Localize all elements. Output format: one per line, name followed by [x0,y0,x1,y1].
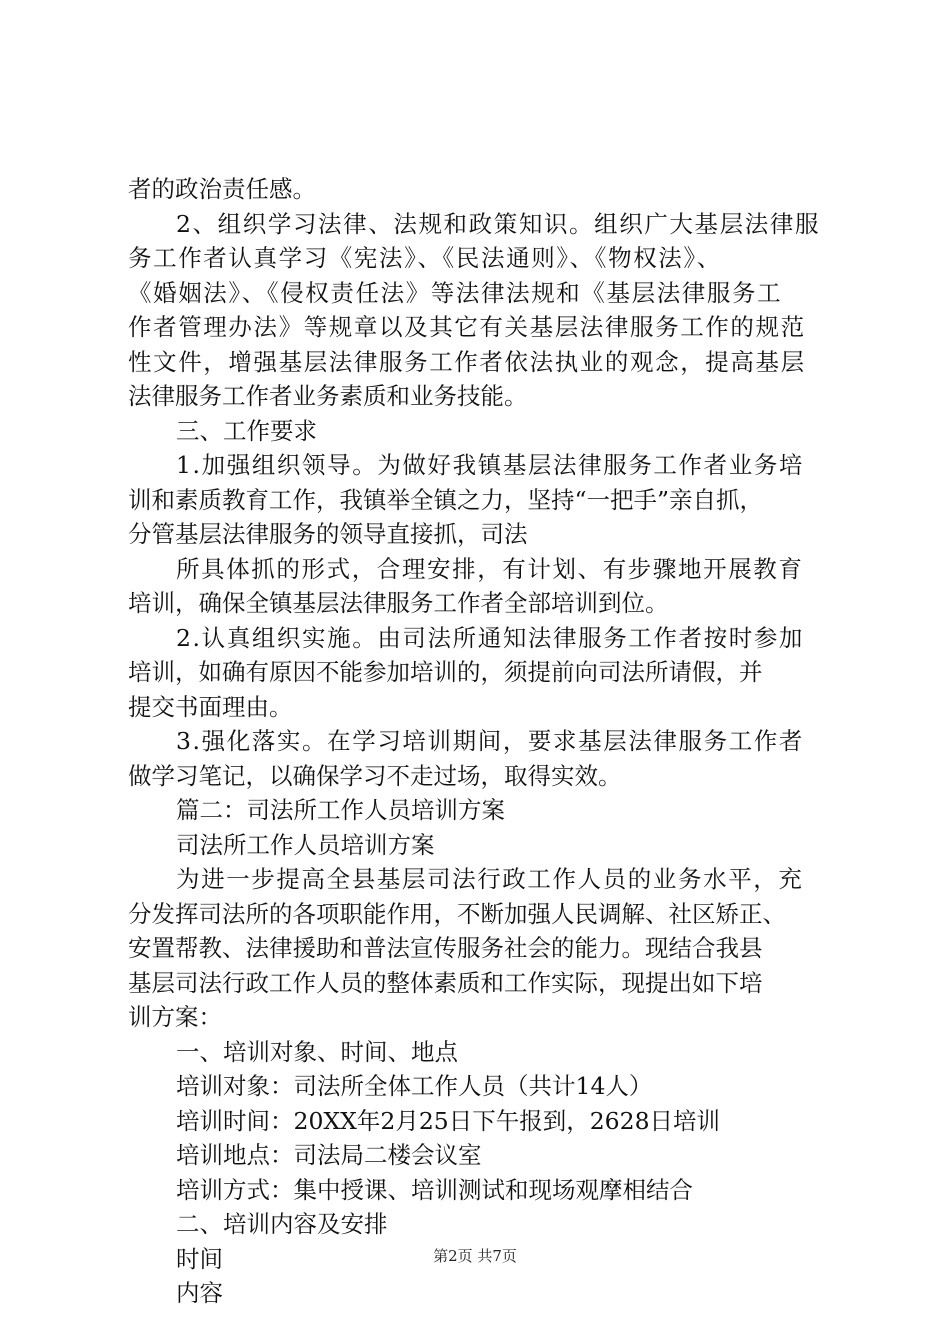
text-line: 基层司法行政工作人员的整体素质和工作实际，现提出如下培 [128,968,763,997]
text-line: 提交书面理由。 [128,692,293,721]
text-line: 为进一步提高全县基层司法行政工作人员的业务水平，充 [176,865,804,893]
text-line: 《婚姻法》、《侵权责任法》等法律法规和《基层法律服务工 [128,278,783,307]
text-line: 训方案： [128,1003,222,1031]
text-line: 者的政治责任感。 [128,175,316,203]
document-body [128,172,828,1311]
text-line: 3.强化落实。在学习培训期间，要求基层法律服务工作者 [176,727,805,755]
table-header-content: 内容 [176,1279,223,1307]
page-number: 第2页 共7页 [433,1247,517,1265]
text-line: 培训，如确有原因不能参加培训的，须提前向司法所请假，并 [128,658,763,686]
page-footer [0,1246,950,1266]
text-line: 分发挥司法所的各项职能作用，不断加强人民调解、社区矫正、 [128,899,786,928]
section-heading: 三、工作要求 [176,416,317,445]
text-line: 作者管理办法》等规章以及其它有关基层法律服务工作的规范 [128,313,806,341]
text-line: 法律服务工作者业务素质和业务技能。 [128,382,528,410]
text-line: 训和素质教育工作，我镇举全镇之力，坚持“一把手”亲自抓， [128,485,764,514]
text-line: 务工作者认真学习《宪法》、《民法通则》、《物权法》、 [128,244,722,272]
text-line: 所具体抓的形式，合理安排，有计划、有步骤地开展教育 [176,554,804,583]
text-line: 培训，确保全镇基层法律服务工作者全部培训到位。 [128,589,669,617]
section-heading: 司法所工作人员培训方案 [176,830,435,859]
section-heading: 篇二：司法所工作人员培训方案 [176,796,505,824]
text-line: 分管基层法律服务的领导直接抓，司法 [128,520,528,548]
text-line: 2.认真组织实施。由司法所通知法律服务工作者按时参加 [176,623,805,652]
text-line: 培训对象：司法所全体工作人员（共计14人） [176,1072,653,1100]
text-line: 安置帮教、法律援助和普法宣传服务社会的能力。现结合我县 [128,934,763,962]
text-line: 1.加强组织领导。为做好我镇基层法律服务工作者业务培 [176,451,805,479]
text-line: 培训方式：集中授课、培训测试和现场观摩相结合 [176,1175,693,1204]
text-line: 做学习笔记，以确保学习不走过场，取得实效。 [128,761,622,790]
text-line: 2、组织学习法律、法规和政策知识。组织广大基层法律服 [176,209,821,238]
table-header-time: 时间 [176,1244,223,1273]
text-line: 培训地点：司法局二楼会议室 [176,1141,482,1169]
section-heading: 二、培训内容及安排 [176,1210,388,1238]
text-line: 性文件，增强基层法律服务工作者依法执业的观念，提高基层 [128,347,806,376]
text-line: 培训时间：20XX年2月25日下午报到，2628日培训 [176,1106,721,1135]
section-heading: 一、培训对象、时间、地点 [176,1037,458,1066]
